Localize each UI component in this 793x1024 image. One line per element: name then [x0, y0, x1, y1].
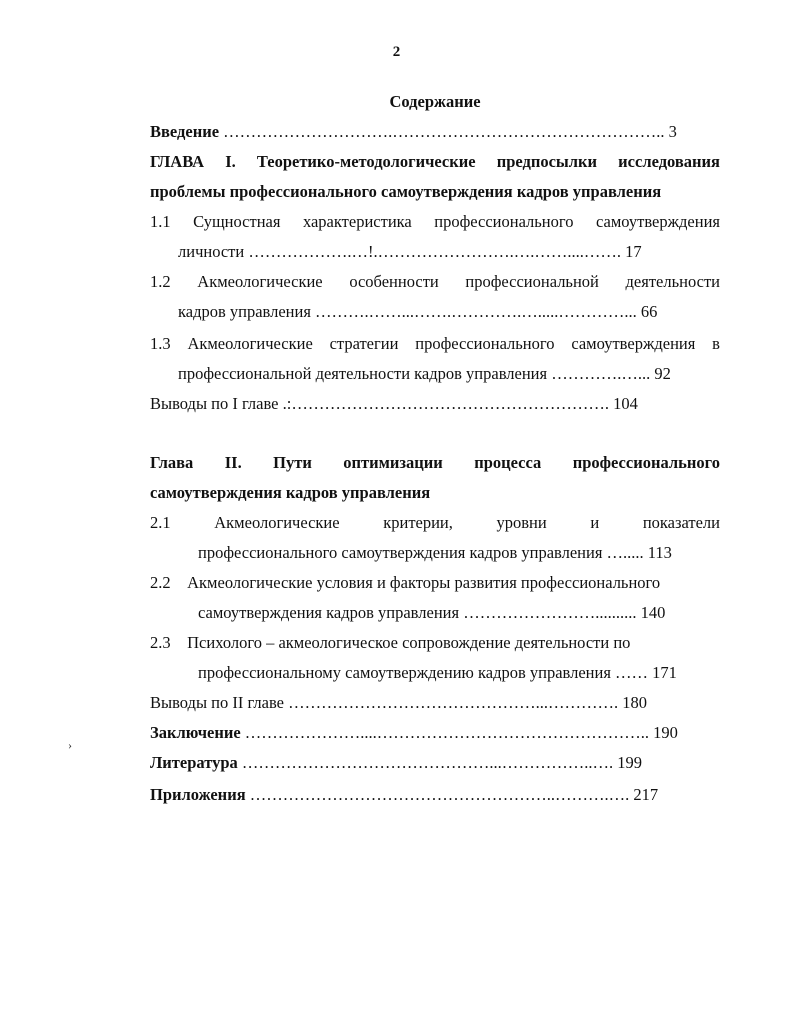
word: показатели: [642, 513, 720, 532]
word: 1.1: [150, 212, 171, 231]
word: самоутверждения: [571, 334, 696, 353]
toc-section-2-3-line1: 2.3 Психолого – акмеологическое сопровождение деятельности по: [150, 633, 631, 652]
word: и: [590, 513, 600, 532]
word: исследования: [618, 152, 720, 171]
toc-entry-leader-and-page: ………………………………………………..……….…. 217: [245, 785, 659, 804]
toc-entry-heading-word: Введение: [150, 122, 220, 141]
toc-chapter-1-title-line1: [150, 152, 720, 172]
word: оптимизации: [343, 453, 443, 472]
word: Глава: [150, 453, 194, 472]
toc-entry-appendices: [150, 785, 658, 805]
toc-entry-intro-label: [150, 122, 677, 141]
word: профессиональной: [465, 272, 599, 291]
word: Акмеологические: [197, 272, 323, 291]
word: профессионального: [572, 453, 720, 472]
toc-entry-literature-label: [150, 753, 642, 772]
toc-section-2-1-line1: [150, 513, 720, 533]
toc-section-2-2-line2: самоутверждения кадров управления …………………….......... 140: [198, 603, 666, 622]
word: профессионального: [434, 212, 574, 231]
toc-entry-heading-word: Приложения: [150, 785, 246, 804]
toc-entry-heading-word: Заключение: [150, 723, 241, 742]
scan-margin-mark: ›: [68, 738, 72, 752]
toc-conclusions-ch1: Выводы по I главе .:…………………………………………………. 104: [150, 394, 638, 413]
toc-section-1-2-line1: [150, 272, 720, 292]
toc-entry-leader-and-page: ………………………………………...……………..…. 199: [237, 753, 643, 772]
toc-chapter-2-title-line2: самоутверждения кадров управления: [150, 483, 431, 502]
toc-entry-conclusion-label: [150, 723, 678, 742]
word: 1.3: [150, 334, 171, 353]
toc-entry-appendices-label: [150, 785, 658, 804]
word: 1.2: [150, 272, 171, 291]
toc-section-2-1-line2: профессионального самоутверждения кадров управления …..... 113: [198, 543, 672, 562]
toc-section-2-3-line2: профессиональному самоутверждению кадров управления …… 171: [198, 663, 677, 682]
word: критерии,: [383, 513, 453, 532]
toc-section-2-2-line1: 2.2 Акмеологические условия и факторы развития профессионального: [150, 573, 661, 592]
word: 2.1: [150, 513, 171, 532]
toc-chapter-2-title-line1: [150, 453, 720, 473]
word: предпосылки: [496, 152, 598, 171]
word: процесса: [474, 453, 542, 472]
word: стратегии: [329, 334, 399, 353]
toc-entry-conclusion: [150, 723, 678, 743]
word: II.: [224, 453, 242, 472]
toc-entry-heading-word: Литература: [150, 753, 238, 772]
word: особенности: [349, 272, 439, 291]
toc-entry-intro: [150, 122, 677, 142]
page-number: 2: [392, 44, 401, 60]
toc-section-1-2-line2: кадров управления ……….……...…….………….….....…………... 66: [178, 302, 658, 321]
toc-entry-leader-and-page: …………………....………………………………………….. 190: [240, 723, 678, 742]
toc-section-1-1-line1: [150, 212, 720, 232]
toc-title: Содержание: [389, 92, 481, 111]
word: в: [712, 334, 720, 353]
word: ГЛАВА: [150, 152, 205, 171]
toc-entry-literature: [150, 753, 642, 773]
word: Пути: [273, 453, 312, 472]
toc-conclusions-ch2: Выводы по II главе ………………………………………...…………. 180: [150, 693, 647, 712]
word: I.: [225, 152, 236, 171]
toc-section-1-3-line1: [150, 334, 720, 354]
toc-chapter-1-title-line2: проблемы профессионального самоутверждения кадров управления: [150, 182, 662, 201]
word: самоутверждения: [595, 212, 720, 231]
word: уровни: [496, 513, 547, 532]
word: деятельности: [625, 272, 720, 291]
word: Теоретико-методологические: [256, 152, 476, 171]
word: Акмеологические: [187, 334, 313, 353]
toc-section-1-1-line2: личности ……………….…!.…………………….….……....……. 17: [178, 242, 642, 261]
word: профессионального: [415, 334, 555, 353]
toc-entry-leader-and-page: ………………………….………………………………………….. 3: [219, 122, 677, 141]
word: Акмеологические: [214, 513, 340, 532]
word: Сущностная: [193, 212, 281, 231]
toc-section-1-3-line2: профессиональной деятельности кадров управления ………….…... 92: [178, 364, 671, 383]
word: характеристика: [302, 212, 412, 231]
